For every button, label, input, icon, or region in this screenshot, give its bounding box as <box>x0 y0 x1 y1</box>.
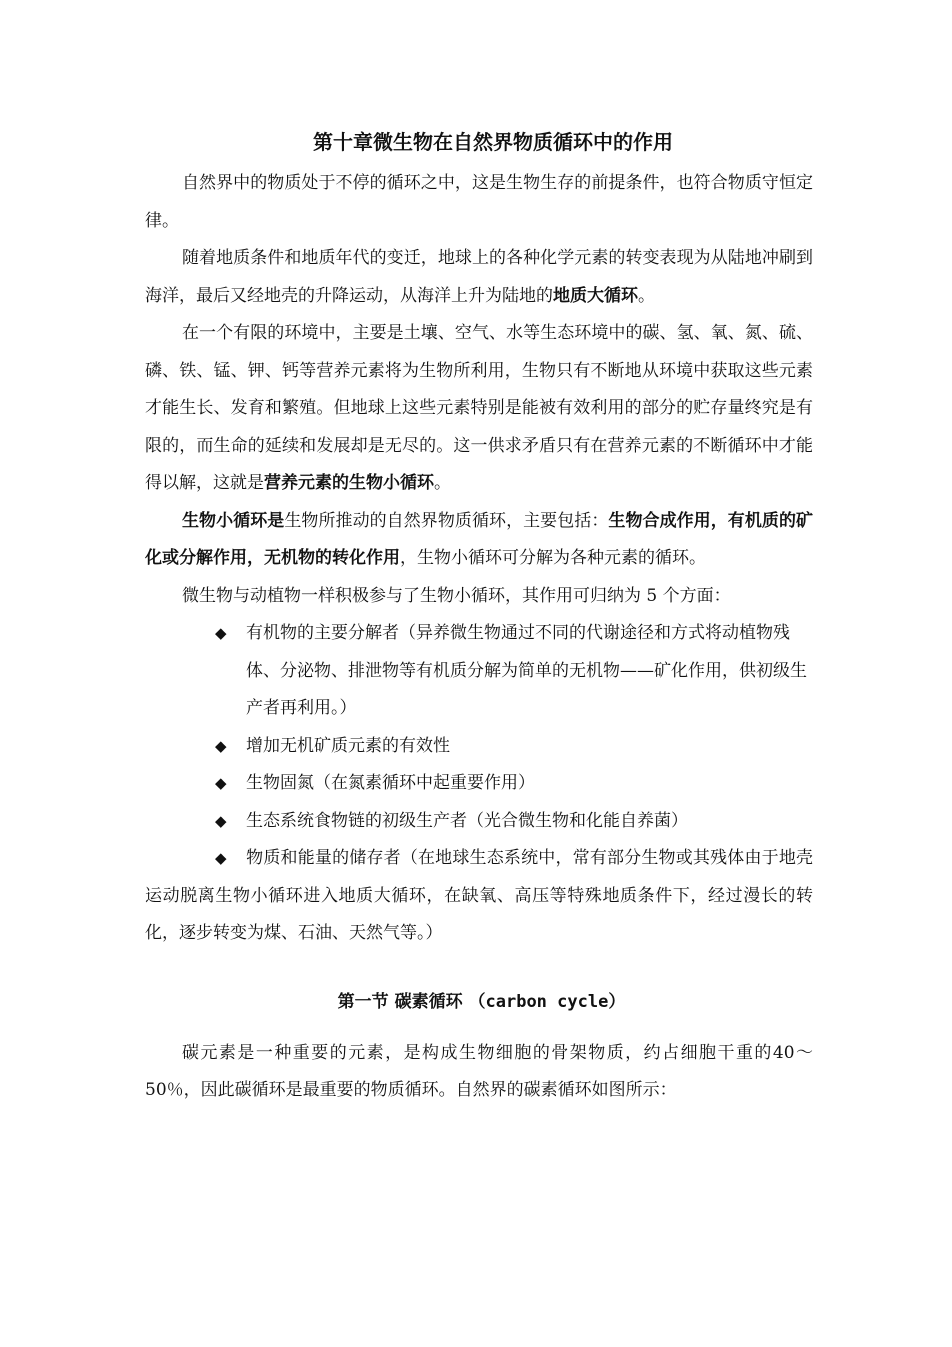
list-item-storage <box>145 840 813 953</box>
chapter-title: 第十章微生物在自然界物质循环中的作用 <box>313 130 673 154</box>
section-title-en: carbon cycle <box>485 991 609 1012</box>
list-item <box>145 728 813 766</box>
paragraph-carbon: 碳元素是一种重要的元素，是构成生物细胞的骨架物质，约占细胞干重的40～50％，因此碳循环是最重要的物质循环。自然界的碳素循环如图所示： <box>145 1042 813 1101</box>
punctuation: 。 <box>638 285 655 306</box>
list-item-text: 增加无机矿质元素的有效性 <box>246 735 450 756</box>
roles-list <box>145 615 813 840</box>
bold-term-processes: 生物合成作用，有机质的矿化或分解作用，无机物的转化作用 <box>145 510 814 568</box>
list-item <box>145 615 813 728</box>
diamond-bullet-icon: ◆ <box>215 849 227 867</box>
paragraph-geologic-cycle <box>145 240 813 315</box>
paragraph-text: ，生物小循环可分解为各种元素的循环。 <box>400 548 706 568</box>
bold-term-geologic-cycle: 地质大循环 <box>553 285 638 306</box>
list-item <box>145 765 813 803</box>
list-item-text: 生物固氮（在氮素循环中起重要作用） <box>246 773 535 793</box>
paragraph-biological-cycle <box>145 503 813 578</box>
paragraph-intro: 自然界中的物质处于不停的循环之中，这是生物生存的前提条件，也符合物质守恒定律。 <box>145 173 813 231</box>
paragraph-roles-intro: 微生物与动植物一样积极参与了生物小循环，其作用可归纳为 5 个方面： <box>182 585 731 606</box>
bold-term-nutrient-cycle: 营养元素的生物小循环 <box>264 473 434 493</box>
list-item-text: 生态系统食物链的初级生产者（光合微生物和化能自养菌） <box>246 810 688 831</box>
section-title-close: ） <box>608 991 626 1012</box>
bold-term-biological-cycle: 生物小循环是 <box>182 510 285 531</box>
paragraph-text: 在一个有限的环境中，主要是土壤、空气、水等生态环境中的碳、氢、氧、氮、硫、磷、铁、锰、钾、钙等营养元素将为生物所利用，生物只有不断地从环境中获取这些元素才能生长、发育和繁殖。但地球上这些元素特别是能被有效利用的部分的贮存量终究是有限的，而生命的延续和发展却是无尽的。这一供求矛盾只有在营养元素的不断循环中才能得以解，这就是 <box>145 323 813 493</box>
list-item-text: 有机物的主要分解者（异养微生物通过不同的代谢途径和方式将动植物残体、分泌物、排泄物等有机质分解为简单的无机物——矿化作用，供初级生产者再利用。） <box>246 623 807 718</box>
diamond-bullet-icon: ◆ <box>215 624 227 642</box>
document-body <box>145 122 813 1110</box>
diamond-bullet-icon: ◆ <box>215 811 227 830</box>
paragraph-text: 随着地质条件和地质年代的变迁，地球上的各种化学元素的转变表现为从陆地冲刷到海洋，最后又经地壳的升降运动，从海洋上升为陆地的 <box>145 248 813 306</box>
diamond-bullet-icon: ◆ <box>215 774 227 792</box>
section-title-cn: 第一节 碳素循环 （ <box>337 991 486 1012</box>
list-item <box>145 803 813 841</box>
paragraph-text: 生物所推动的自然界物质循环，主要包括： <box>284 510 609 531</box>
section-title <box>145 983 813 1021</box>
punctuation: 。 <box>434 473 451 493</box>
paragraph-nutrient-cycle <box>145 315 813 503</box>
diamond-bullet-icon: ◆ <box>215 736 227 755</box>
list-item-text: 物质和能量的储存者（在地球生态系统中，常有部分生物或其残体由于地壳运动脱离生物小循环进入地质大循环，在缺氧、高压等特殊地质条件下，经过漫长的转化，逐步转变为煤、石油、天然气等。） <box>145 848 813 943</box>
